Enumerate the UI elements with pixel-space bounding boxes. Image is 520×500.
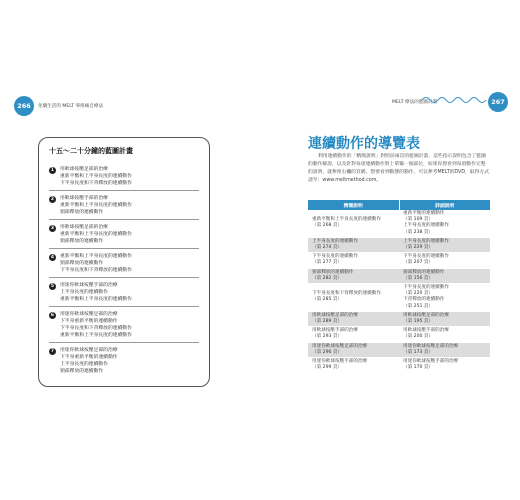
table-cell-line: （第 229 頁） <box>403 245 434 251</box>
plan-item-line: 上半身長度的連續動作 <box>60 362 108 367</box>
table-row <box>308 268 490 283</box>
plan-item-number: 5 <box>50 283 55 289</box>
table-cell-line: （第 156 頁） <box>403 275 434 281</box>
table-cell-line: 重新平衡的連續動作 <box>403 211 445 216</box>
table-header-brief: 精簡說明 <box>308 200 399 210</box>
table-cell-detail <box>399 284 490 312</box>
table-cell-line: （第 299 頁） <box>312 365 343 371</box>
table-body <box>308 210 490 373</box>
plan-item-line: 重新平衡和上半身長度的連續動作 <box>60 254 132 259</box>
guide-table <box>308 200 490 373</box>
table-cell-detail <box>399 327 490 342</box>
table-cell-detail <box>399 237 490 252</box>
table-cell-detail <box>399 342 490 357</box>
table-cell-line: （第 268 頁） <box>312 223 343 229</box>
table-cell-detail <box>399 210 490 237</box>
table-cell-detail <box>399 253 490 268</box>
plan-item <box>49 191 199 220</box>
table-cell-brief <box>308 237 399 252</box>
table-cell-line: （第 109 頁） <box>403 217 434 223</box>
table-row <box>308 342 490 357</box>
plan-item-number: 3 <box>50 225 55 231</box>
plan-item-number: 1 <box>50 167 55 173</box>
table-cell-line: （第 238 頁） <box>403 229 434 235</box>
table-cell-line: 用軟球按壓手部的治療 <box>403 328 449 334</box>
table-cell-brief <box>308 327 399 342</box>
plan-item <box>49 343 199 378</box>
table-cell-line: （第 277 頁） <box>312 260 343 266</box>
plan-item-line: 下半身重新平衡的連續動作 <box>60 355 118 360</box>
table-cell-line: （第 170 頁） <box>403 365 434 371</box>
page-number-badge-right: 267 <box>488 92 508 112</box>
plan-item-line: 用軟球按壓足部的治療 <box>60 225 108 230</box>
plan-item-line: 重新平衡和上半身長度的連續動作 <box>60 203 132 208</box>
table-cell-brief <box>308 284 399 312</box>
table-row <box>308 237 490 252</box>
table-cell-line: （第 173 頁） <box>403 349 434 355</box>
table-cell-line: 用軟球按壓足部的治療 <box>403 312 449 318</box>
table-cell-detail <box>399 311 490 326</box>
table-cell-line: （第 207 頁） <box>403 260 434 266</box>
table-cell-line: 上半身長度的連續動作 <box>312 238 358 244</box>
plan-item-line: 頸部釋放的連續動作 <box>60 210 104 215</box>
plan-item-line: 上半身長度的連續動作 <box>60 290 108 295</box>
table-cell-detail <box>399 268 490 283</box>
table-cell-line: （第 251 頁） <box>403 303 434 309</box>
running-title-right: MELT 療法的藍圖計畫 <box>392 100 438 105</box>
plan-item-line: 重新平衡和上半身長度的連續動作 <box>60 232 132 237</box>
plan-list <box>49 162 199 378</box>
running-title-left: 免藥生活的 MELT 零疼痛自療法 <box>38 104 104 109</box>
table-cell-brief <box>308 268 399 283</box>
plan-item <box>49 307 199 343</box>
table-cell-line: （第 285 頁） <box>312 297 343 303</box>
table-cell-brief <box>308 311 399 326</box>
plan-box <box>38 137 210 387</box>
table-cell-line: （第 296 頁） <box>312 349 343 355</box>
plan-item-line: 頸部釋放的連續動作 <box>60 239 104 244</box>
plan-item-line: 下半身長度和下背釋放的連續動作 <box>60 326 132 331</box>
table-cell-brief <box>308 253 399 268</box>
plan-item-line: 重新平衡和上半身長度的連續動作 <box>60 333 132 338</box>
plan-item-line: 下半身長度和下背釋放的連續動作 <box>60 181 132 186</box>
table-cell-line: （第 200 頁） <box>403 334 434 340</box>
table-cell-line: 頸部釋放的連續動作 <box>312 269 354 275</box>
plan-item-line: 用軟球按壓足部的治療 <box>60 167 108 172</box>
plan-item-line: 下半身長度和下背釋放的連續動作 <box>60 268 132 273</box>
table-cell-line: （第 282 頁） <box>312 275 343 281</box>
table-cell-line: 下背釋放的連續動作 <box>403 297 445 303</box>
intro-paragraph <box>308 153 490 185</box>
plan-item <box>49 220 199 249</box>
table-cell-line: 下半身長度的連續動作 <box>403 285 449 291</box>
table-cell-brief <box>308 210 399 237</box>
table-cell-line: 上半身長度的連續動作 <box>403 238 449 244</box>
table-cell-line: （第 195 頁） <box>403 319 434 325</box>
plan-item-line: 用迷你軟球按壓足部的治療 <box>60 348 118 353</box>
table-cell-line: （第 289 頁） <box>312 319 343 325</box>
table-row <box>308 311 490 326</box>
plan-item <box>49 249 199 278</box>
table-cell-line: （第 274 頁） <box>312 245 343 251</box>
plan-item-line: 重新平衡和上半身長度的連續動作 <box>60 174 132 179</box>
wave-decoration-icon <box>422 95 488 105</box>
table-row <box>308 284 490 312</box>
table-cell-brief <box>308 342 399 357</box>
table-row <box>308 210 490 237</box>
plan-item <box>49 278 199 307</box>
table-cell-line: 重新平衡和上半身長度的連續動作 <box>312 217 381 223</box>
table-row <box>308 253 490 268</box>
table-cell-line: （第 220 頁） <box>403 291 434 297</box>
plan-item-line: 重新平衡和上半身長度的連續動作 <box>60 297 132 302</box>
table-cell-line: 用迷你軟球按壓足部的治療 <box>403 343 459 349</box>
table-cell-line: 用迷你軟球按壓手部的治療 <box>403 359 459 365</box>
table-cell-brief <box>308 358 399 373</box>
table-header-detail: 詳細說明 <box>399 200 490 210</box>
table-cell-line: 用軟球按壓手部的治療 <box>312 328 358 334</box>
plan-item-number: 2 <box>50 196 55 202</box>
plan-item-line: 用迷你軟球按壓足部的治療 <box>60 312 118 317</box>
table-header-row <box>308 200 490 210</box>
table-cell-line: 用迷你軟球按壓足部的治療 <box>312 343 368 349</box>
plan-item <box>49 162 199 191</box>
plan-item-number: 7 <box>50 348 55 354</box>
table-cell-line: （第 293 頁） <box>312 334 343 340</box>
table-cell-line: 用軟球按壓足部的治療 <box>312 312 358 318</box>
table-row <box>308 358 490 373</box>
table-cell-line: 用迷你軟球按壓手部的治療 <box>312 359 368 365</box>
intro-text: 利用連續動作的「精簡說明」對照前兩頁的藍圖計畫，這些指示說明包含了藍圖的動作解說，以及針對每項連續動作對上單獨一個部位，如果你想看到每項動作完整的說明，就參照右欄的頁碼，想要看到動態的動作，可以參考MELT的DVD，取得方式請至：www.meltmethod.com。 <box>308 154 489 183</box>
plan-item-line: 用軟球按壓手部的治療 <box>60 196 108 201</box>
table-row <box>308 327 490 342</box>
plan-item-line: 頸部釋放的連續動作 <box>60 369 104 374</box>
plan-item-line: 下半身重新平衡的連續動作 <box>60 319 118 324</box>
page-heading: 連續動作的導覽表 <box>308 136 420 152</box>
table-cell-line: 下半身長度的連續動作 <box>312 254 358 260</box>
plan-item-line: 頸部釋放的連續動作 <box>60 261 104 266</box>
table-cell-line: 下半身長度的連續動作 <box>403 254 449 260</box>
table-cell-line: 上半身長度的連續動作 <box>403 223 449 229</box>
plan-item-number: 6 <box>50 312 55 318</box>
plan-item-number: 4 <box>50 254 55 260</box>
plan-title: 十五～二十分鐘的藍圖計畫 <box>49 147 133 155</box>
table-cell-line: 頸部釋放的連續動作 <box>403 269 445 275</box>
plan-item-line: 用迷你軟球按壓手部的治療 <box>60 283 118 288</box>
page-number-badge-left: 266 <box>14 96 34 116</box>
table-cell-line: 下半身長度和下背釋放的連續動作 <box>312 291 381 297</box>
table-cell-detail <box>399 358 490 373</box>
